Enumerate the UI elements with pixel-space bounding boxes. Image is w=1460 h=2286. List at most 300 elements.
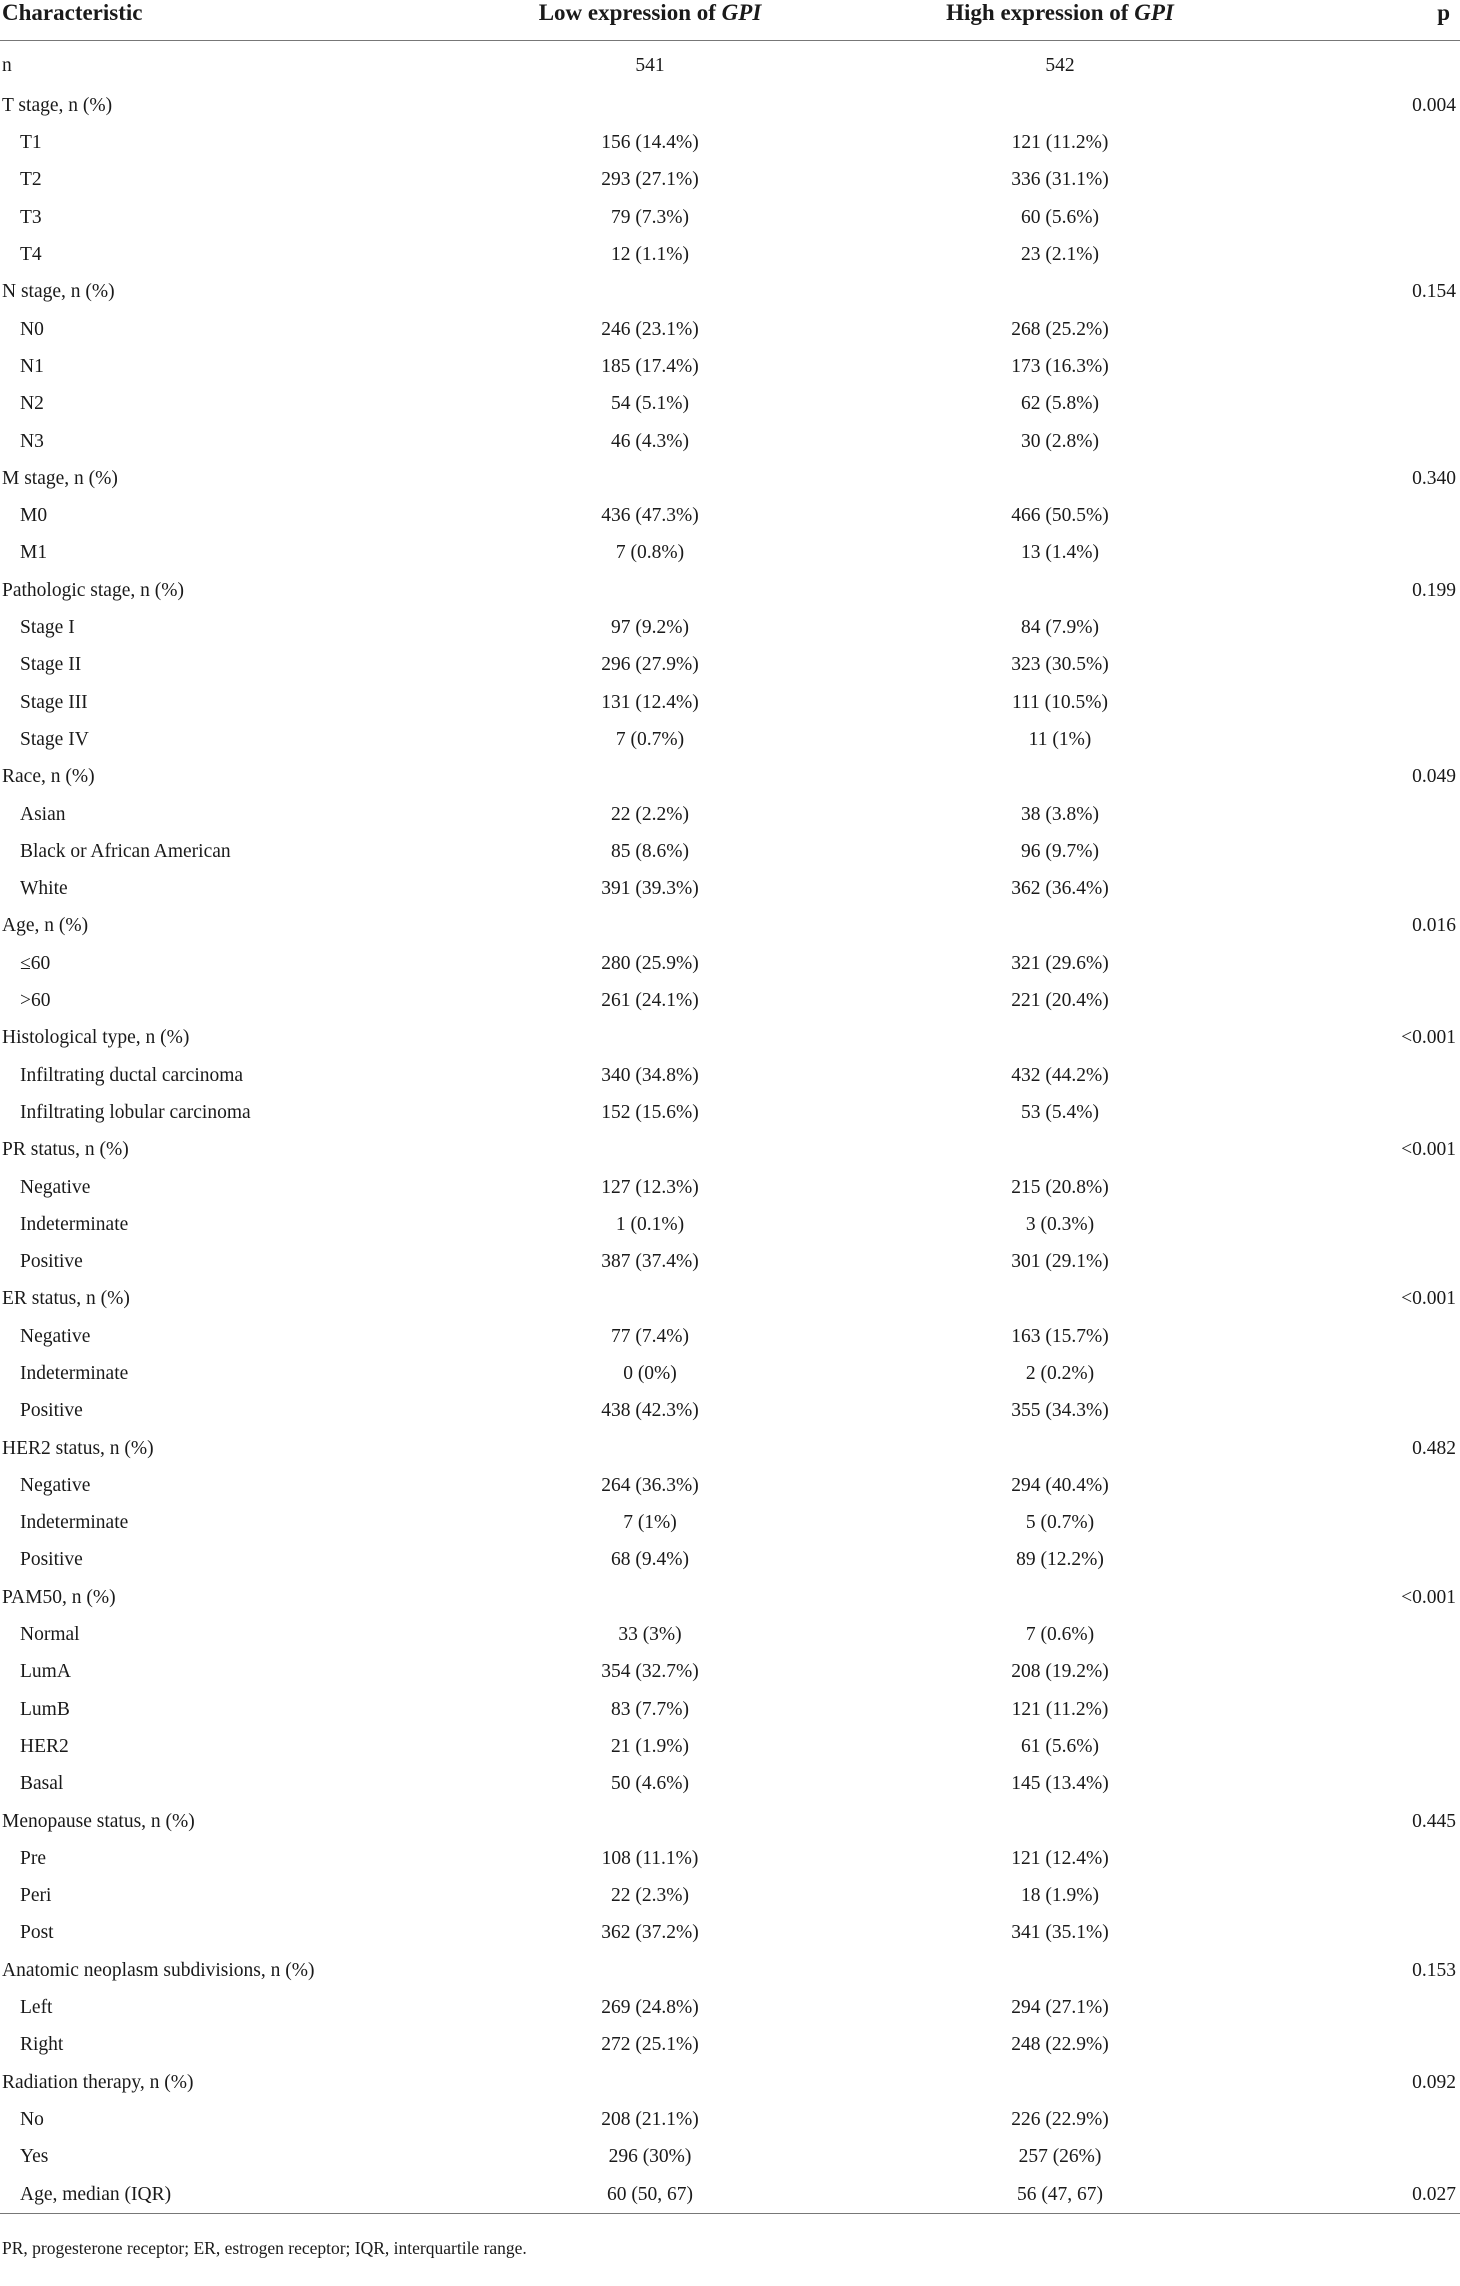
row-low-expression-value: 7 (0.8%) (615, 542, 685, 564)
header-p-value: p (1290, 0, 1460, 41)
row-p-value: <0.001 (1401, 1586, 1456, 1608)
row-low-expression-value (470, 1131, 830, 1168)
row-p-value: 0.153 (1412, 1959, 1456, 1981)
row-low-expression-value: 246 (23.1%) (601, 318, 699, 340)
row-characteristic: T4 (20, 244, 42, 266)
row-high-expression-value: 268 (25.2%) (1011, 318, 1109, 340)
row-characteristic: T2 (20, 169, 42, 191)
row-characteristic: T stage, n (%) (2, 94, 113, 116)
table-group-row (0, 1579, 1460, 1616)
row-characteristic: Infiltrating ductal carcinoma (20, 1064, 244, 1086)
table-row (0, 1840, 1460, 1877)
table-row (0, 1355, 1460, 1392)
table-row (0, 311, 1460, 348)
row-high-expression-value (830, 2064, 1290, 2101)
row-p-value (1290, 796, 1460, 833)
row-characteristic: Stage IV (20, 728, 89, 750)
row-low-expression-value: 264 (36.3%) (601, 1474, 699, 1496)
table-row (0, 833, 1460, 870)
row-low-expression-value: 541 (635, 55, 665, 77)
row-high-expression-value (830, 1019, 1290, 1056)
row-low-expression-value: 79 (7.3%) (611, 206, 689, 228)
row-low-expression-value: 83 (7.7%) (611, 1698, 689, 1720)
row-p-value (1290, 646, 1460, 683)
row-p-value (1290, 423, 1460, 460)
table-row (0, 1057, 1460, 1094)
row-low-expression-value: 77 (7.4%) (611, 1325, 689, 1347)
table-row (0, 1542, 1460, 1579)
row-high-expression-value: 11 (1%) (1028, 728, 1092, 750)
table-row (0, 1094, 1460, 1131)
row-high-expression-value: 23 (2.1%) (1021, 244, 1099, 266)
row-high-expression-value: 7 (0.6%) (1025, 1624, 1095, 1646)
row-characteristic: Stage I (20, 617, 75, 639)
row-p-value (1290, 497, 1460, 534)
row-high-expression-value (830, 87, 1290, 124)
row-low-expression-value: 208 (21.1%) (601, 2108, 699, 2130)
row-high-expression-value: 38 (3.8%) (1021, 803, 1099, 825)
table-row (0, 2138, 1460, 2175)
row-p-value (1290, 124, 1460, 161)
row-low-expression-value: 185 (17.4%) (601, 355, 699, 377)
row-low-expression-value (470, 87, 830, 124)
row-characteristic: Peri (20, 1885, 52, 1907)
row-p-value (1290, 2101, 1460, 2138)
table-row (0, 1877, 1460, 1914)
row-low-expression-value (470, 2064, 830, 2101)
row-low-expression-value: 7 (1%) (623, 1512, 677, 1534)
header-characteristic: Characteristic (0, 0, 470, 41)
row-p-value (1290, 385, 1460, 422)
table-row (0, 497, 1460, 534)
row-low-expression-value: 387 (37.4%) (601, 1251, 699, 1273)
row-characteristic: M1 (20, 542, 48, 564)
row-low-expression-value: 85 (8.6%) (611, 840, 689, 862)
row-p-value (1290, 833, 1460, 870)
row-p-value (1290, 199, 1460, 236)
row-p-value: <0.001 (1401, 1139, 1456, 1161)
row-low-expression-value: 1 (0.1%) (615, 1213, 685, 1235)
row-characteristic: M stage, n (%) (2, 467, 118, 489)
table-row (0, 646, 1460, 683)
row-p-value (1290, 1169, 1460, 1206)
header-row (0, 0, 1460, 41)
row-p-value: 0.445 (1412, 1810, 1456, 1832)
row-characteristic: Stage II (20, 654, 82, 676)
row-p-value (1290, 236, 1460, 273)
row-high-expression-value: 53 (5.4%) (1021, 1101, 1099, 1123)
table-group-row (0, 460, 1460, 497)
row-characteristic: Negative (20, 1325, 91, 1347)
row-low-expression-value: 54 (5.1%) (611, 393, 689, 415)
row-high-expression-value: 362 (36.4%) (1011, 878, 1109, 900)
row-characteristic: Menopause status, n (%) (2, 1810, 195, 1832)
table-row (0, 535, 1460, 572)
row-p-value (1290, 609, 1460, 646)
row-low-expression-value (470, 1952, 830, 1989)
table-group-row (0, 1803, 1460, 1840)
row-high-expression-value: 121 (12.4%) (1011, 1847, 1109, 1869)
row-p-value (1290, 1243, 1460, 1280)
row-low-expression-value: 362 (37.2%) (601, 1922, 699, 1944)
row-characteristic: Positive (20, 1400, 83, 1422)
table-row (0, 199, 1460, 236)
row-low-expression-value: 21 (1.9%) (611, 1735, 689, 1757)
row-low-expression-value: 7 (0.7%) (615, 728, 685, 750)
row-characteristic: Yes (20, 2146, 49, 2168)
row-characteristic: ER status, n (%) (2, 1288, 130, 1310)
table-group-row (0, 572, 1460, 609)
row-high-expression-value: 321 (29.6%) (1011, 952, 1109, 974)
row-p-value: 0.092 (1412, 2071, 1456, 2093)
row-characteristic: >60 (20, 990, 51, 1012)
row-p-value (1290, 1840, 1460, 1877)
row-low-expression-value: 131 (12.4%) (601, 691, 699, 713)
table-row (0, 1653, 1460, 1690)
table-row (0, 1243, 1460, 1280)
row-characteristic: Left (20, 1997, 53, 2019)
table-row (0, 236, 1460, 273)
row-high-expression-value: 30 (2.8%) (1021, 430, 1099, 452)
row-high-expression-value: 96 (9.7%) (1021, 840, 1099, 862)
row-low-expression-value: 293 (27.1%) (601, 169, 699, 191)
row-low-expression-value: 46 (4.3%) (611, 430, 689, 452)
header-low-expression (470, 0, 830, 41)
row-characteristic: Indeterminate (20, 1512, 129, 1534)
row-p-value (1290, 535, 1460, 572)
row-high-expression-value: 294 (27.1%) (1011, 1997, 1109, 2019)
row-p-value: 0.154 (1412, 281, 1456, 303)
row-high-expression-value: 294 (40.4%) (1011, 1474, 1109, 1496)
row-high-expression-value: 432 (44.2%) (1011, 1064, 1109, 1086)
row-characteristic: Infiltrating lobular carcinoma (20, 1101, 251, 1123)
row-p-value: 0.004 (1412, 94, 1456, 116)
row-high-expression-value (830, 273, 1290, 310)
row-p-value (1290, 1653, 1460, 1690)
row-low-expression-value: 60 (50, 67) (470, 2176, 830, 2214)
row-p-value: 0.199 (1412, 579, 1456, 601)
row-high-expression-value: 111 (10.5%) (1011, 691, 1109, 713)
row-p-value (1290, 1691, 1460, 1728)
table-group-row (0, 273, 1460, 310)
row-high-expression-value: 215 (20.8%) (1011, 1176, 1109, 1198)
row-characteristic: n (2, 55, 12, 77)
table-group-row (0, 1952, 1460, 1989)
row-p-value (1290, 1318, 1460, 1355)
row-characteristic: N stage, n (%) (2, 281, 115, 303)
header-high-gene: GPI (1134, 0, 1174, 25)
row-low-expression-value: 127 (12.3%) (601, 1176, 699, 1198)
row-characteristic: N2 (20, 393, 44, 415)
row-p-value: 0.016 (1412, 915, 1456, 937)
row-high-expression-value (830, 1803, 1290, 1840)
row-high-expression-value: 2 (0.2%) (1025, 1362, 1095, 1384)
row-high-expression-value: 18 (1.9%) (1021, 1885, 1099, 1907)
row-high-expression-value (830, 1281, 1290, 1318)
table-row (0, 1206, 1460, 1243)
row-p-value (1290, 1877, 1460, 1914)
table-group-row (0, 1281, 1460, 1318)
row-p-value (1290, 870, 1460, 907)
row-p-value (1290, 162, 1460, 199)
row-p-value (1290, 1915, 1460, 1952)
row-high-expression-value: 3 (0.3%) (1025, 1213, 1095, 1235)
row-p-value (1290, 1504, 1460, 1541)
row-p-value (1290, 1094, 1460, 1131)
table-group-row (0, 908, 1460, 945)
row-high-expression-value: 323 (30.5%) (1011, 654, 1109, 676)
row-high-expression-value (830, 1430, 1290, 1467)
row-low-expression-value: 272 (25.1%) (601, 2034, 699, 2056)
table-row (0, 945, 1460, 982)
row-p-value: <0.001 (1401, 1027, 1456, 1049)
row-p-value (1290, 1392, 1460, 1429)
row-characteristic: No (20, 2108, 44, 2130)
table-row (0, 124, 1460, 161)
row-p-value (1290, 1728, 1460, 1765)
row-high-expression-value: 84 (7.9%) (1021, 617, 1099, 639)
table-body (0, 41, 1460, 2214)
row-low-expression-value: 296 (27.9%) (601, 654, 699, 676)
table-row (0, 385, 1460, 422)
row-characteristic: Basal (20, 1773, 64, 1795)
row-low-expression-value: 354 (32.7%) (601, 1661, 699, 1683)
row-low-expression-value: 340 (34.8%) (601, 1064, 699, 1086)
table-row (0, 1318, 1460, 1355)
table-row (0, 1765, 1460, 1802)
row-characteristic: Asian (20, 803, 66, 825)
row-low-expression-value: 436 (47.3%) (601, 505, 699, 527)
table-row (0, 1169, 1460, 1206)
row-p-value (1290, 1467, 1460, 1504)
table-group-row (0, 41, 1460, 88)
row-high-expression-value: 226 (22.9%) (1011, 2108, 1109, 2130)
row-high-expression-value: 60 (5.6%) (1021, 206, 1099, 228)
row-low-expression-value (470, 572, 830, 609)
row-high-expression-value (830, 460, 1290, 497)
table-row (0, 423, 1460, 460)
row-characteristic: Age, n (%) (2, 915, 89, 937)
table-row (0, 1728, 1460, 1765)
table-row (0, 796, 1460, 833)
row-characteristic: N1 (20, 355, 44, 377)
row-low-expression-value: 22 (2.3%) (611, 1885, 689, 1907)
table-row (0, 348, 1460, 385)
table-row (0, 982, 1460, 1019)
row-low-expression-value: 0 (0%) (623, 1362, 677, 1384)
table-group-row (0, 1430, 1460, 1467)
row-p-value: 0.482 (1412, 1437, 1456, 1459)
row-low-expression-value (470, 1281, 830, 1318)
row-high-expression-value (830, 908, 1290, 945)
row-characteristic: Anatomic neoplasm subdivisions, n (%) (2, 1959, 315, 1981)
row-low-expression-value: 156 (14.4%) (601, 132, 699, 154)
row-p-value (1290, 1206, 1460, 1243)
row-p-value (1290, 348, 1460, 385)
row-characteristic: Positive (20, 1251, 83, 1273)
row-high-expression-value: 355 (34.3%) (1011, 1400, 1109, 1422)
row-characteristic: T1 (20, 132, 42, 154)
row-low-expression-value: 33 (3%) (618, 1624, 682, 1646)
row-p-value: 0.027 (1290, 2176, 1460, 2214)
row-p-value (1290, 684, 1460, 721)
row-high-expression-value: 336 (31.1%) (1011, 169, 1109, 191)
table-row (0, 2101, 1460, 2138)
table-row (0, 1392, 1460, 1429)
row-characteristic: ≤60 (20, 952, 51, 974)
row-high-expression-value: 145 (13.4%) (1011, 1773, 1109, 1795)
row-low-expression-value (470, 1579, 830, 1616)
row-p-value (1290, 311, 1460, 348)
row-high-expression-value: 56 (47, 67) (830, 2176, 1290, 2214)
row-high-expression-value (830, 758, 1290, 795)
row-characteristic: Pre (20, 1847, 46, 1869)
row-p-value (1290, 41, 1460, 88)
row-high-expression-value (830, 1131, 1290, 1168)
table-row (0, 1467, 1460, 1504)
row-high-expression-value: 163 (15.7%) (1011, 1325, 1109, 1347)
row-low-expression-value: 12 (1.1%) (611, 244, 689, 266)
row-low-expression-value: 152 (15.6%) (601, 1101, 699, 1123)
row-p-value (1290, 1542, 1460, 1579)
row-characteristic: Age, median (IQR) (0, 2176, 470, 2214)
row-high-expression-value (830, 1952, 1290, 1989)
row-characteristic: Black or African American (20, 840, 231, 862)
table-row (0, 1691, 1460, 1728)
row-p-value (1290, 721, 1460, 758)
header-low-gene: GPI (721, 0, 762, 25)
table-footnote: PR, progesterone receptor; ER, estrogen receptor; IQR, interquartile range. (2, 2237, 527, 2258)
row-p-value (1290, 1616, 1460, 1653)
row-high-expression-value: 341 (35.1%) (1011, 1922, 1109, 1944)
row-low-expression-value: 108 (11.1%) (601, 1847, 699, 1869)
row-characteristic: White (20, 878, 68, 900)
row-low-expression-value (470, 1803, 830, 1840)
row-characteristic: Indeterminate (20, 1213, 129, 1235)
table-row (0, 684, 1460, 721)
row-high-expression-value: 13 (1.4%) (1021, 542, 1099, 564)
row-low-expression-value: 97 (9.2%) (611, 617, 689, 639)
row-low-expression-value (470, 273, 830, 310)
row-p-value: 0.340 (1412, 467, 1456, 489)
row-low-expression-value: 280 (25.9%) (601, 952, 699, 974)
header-high-expression (830, 0, 1290, 41)
row-low-expression-value (470, 908, 830, 945)
row-p-value: 0.049 (1412, 766, 1456, 788)
row-low-expression-value: 438 (42.3%) (601, 1400, 699, 1422)
table-header (0, 0, 1460, 41)
row-low-expression-value: 68 (9.4%) (611, 1549, 689, 1571)
row-characteristic: Stage III (20, 691, 88, 713)
row-high-expression-value: 173 (16.3%) (1011, 355, 1109, 377)
table-group-row (0, 1019, 1460, 1056)
row-p-value (1290, 1355, 1460, 1392)
row-characteristic: Race, n (%) (2, 766, 95, 788)
table-row (0, 721, 1460, 758)
row-characteristic: Negative (20, 1474, 91, 1496)
row-low-expression-value: 296 (30%) (608, 2146, 692, 2168)
table-group-row (0, 758, 1460, 795)
table-group-row (0, 2064, 1460, 2101)
row-high-expression-value: 89 (12.2%) (1016, 1549, 1104, 1571)
row-high-expression-value: 466 (50.5%) (1011, 505, 1109, 527)
header-high-prefix: High expression of (946, 0, 1135, 25)
row-characteristic: Post (20, 1922, 54, 1944)
row-low-expression-value (470, 758, 830, 795)
row-low-expression-value: 391 (39.3%) (601, 878, 699, 900)
row-low-expression-value: 261 (24.1%) (601, 990, 699, 1012)
row-characteristic: N3 (20, 430, 44, 452)
table-row (0, 1989, 1460, 2026)
row-low-expression-value: 22 (2.2%) (611, 803, 689, 825)
row-low-expression-value (470, 460, 830, 497)
row-p-value (1290, 2026, 1460, 2063)
table-row (0, 1504, 1460, 1541)
row-low-expression-value (470, 1430, 830, 1467)
row-high-expression-value: 301 (29.1%) (1011, 1251, 1109, 1273)
row-p-value (1290, 1057, 1460, 1094)
table-group-row (0, 1131, 1460, 1168)
table-row (0, 1915, 1460, 1952)
row-characteristic: T3 (20, 206, 42, 228)
table-row (0, 162, 1460, 199)
row-low-expression-value (470, 1019, 830, 1056)
row-low-expression-value: 50 (4.6%) (611, 1773, 689, 1795)
row-p-value (1290, 982, 1460, 1019)
row-characteristic: Histological type, n (%) (2, 1027, 190, 1049)
row-characteristic: LumB (20, 1698, 70, 1720)
row-characteristic: N0 (20, 318, 44, 340)
row-high-expression-value: 248 (22.9%) (1011, 2034, 1109, 2056)
table-row (0, 1616, 1460, 1653)
row-high-expression-value: 121 (11.2%) (1011, 132, 1109, 154)
row-characteristic: M0 (20, 505, 48, 527)
row-characteristic: Radiation therapy, n (%) (2, 2071, 194, 2093)
row-characteristic: HER2 (20, 1735, 69, 1757)
table-row (0, 870, 1460, 907)
row-characteristic: HER2 status, n (%) (2, 1437, 154, 1459)
row-characteristic: Positive (20, 1549, 83, 1571)
table-row (0, 609, 1460, 646)
row-high-expression-value: 221 (20.4%) (1011, 990, 1109, 1012)
row-characteristic: Negative (20, 1176, 91, 1198)
table-row (0, 2176, 1460, 2214)
row-p-value (1290, 945, 1460, 982)
row-p-value: <0.001 (1401, 1288, 1456, 1310)
row-high-expression-value: 208 (19.2%) (1011, 1661, 1109, 1683)
row-high-expression-value (830, 1579, 1290, 1616)
row-characteristic: Pathologic stage, n (%) (2, 579, 184, 601)
row-p-value (1290, 2138, 1460, 2175)
row-p-value (1290, 1765, 1460, 1802)
row-p-value (1290, 1989, 1460, 2026)
table-group-row (0, 87, 1460, 124)
row-characteristic: Indeterminate (20, 1362, 129, 1384)
row-characteristic: PAM50, n (%) (2, 1586, 116, 1608)
row-high-expression-value: 257 (26%) (1018, 2146, 1102, 2168)
row-high-expression-value: 61 (5.6%) (1021, 1735, 1099, 1757)
row-characteristic: Right (20, 2034, 64, 2056)
table-row (0, 2026, 1460, 2063)
row-characteristic: Normal (20, 1624, 80, 1646)
row-high-expression-value: 62 (5.8%) (1021, 393, 1099, 415)
row-low-expression-value: 269 (24.8%) (601, 1997, 699, 2019)
row-characteristic: PR status, n (%) (2, 1139, 129, 1161)
row-high-expression-value (830, 572, 1290, 609)
row-high-expression-value: 5 (0.7%) (1025, 1512, 1095, 1534)
header-low-prefix: Low expression of (538, 0, 722, 25)
row-high-expression-value: 121 (11.2%) (1011, 1698, 1109, 1720)
